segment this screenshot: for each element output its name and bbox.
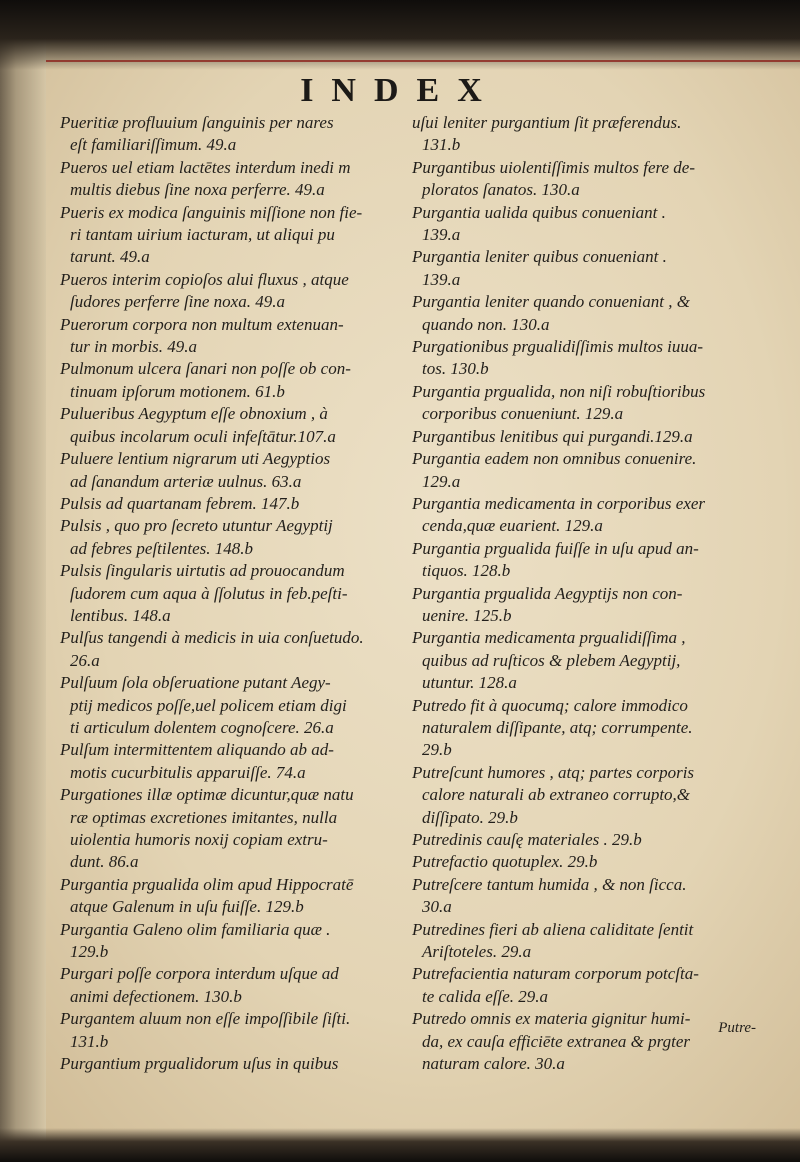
index-entry-line: Purgantium prgualidorum uſus in quibus xyxy=(60,1054,339,1074)
index-entry-line: 30.a xyxy=(422,897,452,917)
index-entry-line: Pulſus tangendi à medicis in uia conſuetudo. xyxy=(60,628,364,648)
index-entry xyxy=(60,1008,384,1053)
index-entry xyxy=(412,538,768,583)
index-entry xyxy=(412,583,768,628)
index-entry xyxy=(60,919,384,964)
index-entry-line: Putrefactio quotuplex. 29.b xyxy=(412,852,598,872)
index-entry-line: Pulmonum ulcera ſanari non poſſe ob con- xyxy=(60,359,351,379)
index-entry-line: Purgantia medicamenta prgualidiſſima , xyxy=(412,628,686,648)
index-entry xyxy=(60,515,384,560)
index-entry-line: Pulſuum ſola obſeruatione putant Aegy- xyxy=(60,673,331,693)
index-entry-line: da, ex cauſa efficiēte extranea & prgter xyxy=(422,1031,690,1051)
index-entry-line: Purgantia leniter quibus conueniant . xyxy=(412,247,667,267)
index-entry xyxy=(412,291,768,336)
index-entry-line: 129.a xyxy=(422,471,461,491)
index-entry-line: uiolentia humoris noxij copiam extru- xyxy=(70,830,328,849)
index-entry-line: Purgantia leniter quando conueniant , & xyxy=(412,292,690,312)
index-entry-line: Putrefacientia naturam corporum potcſta- xyxy=(412,964,699,984)
index-entry xyxy=(412,336,768,381)
index-entry xyxy=(60,627,384,672)
index-entry xyxy=(412,1008,768,1075)
index-entry xyxy=(412,919,768,964)
index-entry-line: Purgantia prgualida Aegyptijs non con- xyxy=(412,583,683,603)
index-entry xyxy=(412,874,768,919)
index-entry xyxy=(412,112,768,157)
index-entry-line: atque Galenum in uſu fuiſſe. 129.b xyxy=(70,897,304,917)
index-entry-line: Ariſtoteles. 29.a xyxy=(422,942,532,962)
index-entry-line: 29.b xyxy=(422,740,452,760)
index-entry-line: naturam calore. 30.a xyxy=(422,1054,565,1074)
index-entry-line: cenda,quæ euarient. 129.a xyxy=(422,516,603,536)
index-entry xyxy=(412,963,768,1008)
index-entry-line: corporibus conueniunt. 129.a xyxy=(422,404,624,424)
index-entry-line: motis cucurbitulis apparuiſſe. 74.a xyxy=(70,762,306,782)
index-entry-line: tinuam ipſorum motionem. 61.b xyxy=(70,381,285,401)
index-entry-line: ri tantam uirium iacturam, ut aliqui pu xyxy=(70,225,335,245)
index-entry-line: ti articulum dolentem cognoſcere. 26.a xyxy=(70,717,334,737)
index-entry-line: Pulsis ſingularis uirtutis ad prouocandum xyxy=(60,561,345,581)
index-entry xyxy=(60,358,384,403)
index-entry-line: Purgantia eadem non omnibus conuenire. xyxy=(412,449,697,469)
index-entry-line: Purgationes illæ optimæ dicuntur,quæ natu xyxy=(60,785,354,805)
index-entry-line: diſſipato. 29.b xyxy=(422,807,518,827)
index-entry-line: Putreſcere tantum humida , & non ſicca. xyxy=(412,874,687,894)
index-entry-line: ſudorem cum aqua à ſſolutus in feb.peſti- xyxy=(70,583,348,603)
index-entry-line: quando non. 130.a xyxy=(422,314,550,334)
index-entry-line: ad febres peſtilentes. 148.b xyxy=(70,538,254,558)
catchword: Putre- xyxy=(718,1020,756,1036)
index-entry-line: calore naturali ab extraneo corrupto,& xyxy=(422,785,691,805)
index-entry-line: tiquos. 128.b xyxy=(422,561,511,581)
index-column-left xyxy=(60,112,384,1075)
index-entry-line: 26.a xyxy=(70,650,100,670)
index-entry-line: Putredinis cauſę materiales . 29.b xyxy=(412,830,642,849)
index-entry xyxy=(60,314,384,359)
index-entry xyxy=(60,202,384,269)
index-entry-line: utuntur. 128.a xyxy=(422,673,517,693)
index-entry-line: Puluere lentium nigrarum uti Aegyptios xyxy=(60,449,331,469)
index-entry-line: Purgantia Galeno olim familiaria quæ . xyxy=(60,919,331,939)
index-entry-line: Purgantibus lenitibus qui purgandi.129.a xyxy=(412,426,693,446)
index-entry xyxy=(60,784,384,874)
index-entry xyxy=(412,851,768,873)
index-entry xyxy=(412,202,768,247)
page-header: INDEX xyxy=(300,72,500,109)
index-entry-line: 129.b xyxy=(70,942,109,962)
index-entry-line: Putredo omnis ex materia gignitur humi- xyxy=(412,1009,691,1029)
index-entry-line: Pueris ex modica ſanguinis miſſione non fie- xyxy=(60,202,363,222)
index-entry xyxy=(60,269,384,314)
index-entry-line: ploratos ſanatos. 130.a xyxy=(422,180,580,200)
bottom-shadow xyxy=(0,1128,800,1162)
index-entry xyxy=(412,829,768,851)
index-entry-line: Pueritiæ profluuium ſanguinis per nares xyxy=(60,113,334,132)
index-entry-line: Putreſcunt humores , atq; partes corporis xyxy=(412,762,695,782)
index-entry xyxy=(412,426,768,448)
index-entry-line: 131.b xyxy=(70,1031,109,1051)
header-rule xyxy=(46,60,800,62)
index-entry-line: Puerorum corpora non multum extenuan- xyxy=(60,314,344,334)
index-entry-line: Purgantia prgualida fuiſſe in uſu apud an- xyxy=(412,538,699,558)
index-entry xyxy=(60,739,384,784)
index-entry-line: Pulſum intermittentem aliquando ab ad- xyxy=(60,740,334,760)
index-entry xyxy=(412,448,768,493)
index-entry xyxy=(412,762,768,829)
index-entry-line: ptij medicos poſſe,uel policem etiam digi xyxy=(70,695,347,715)
index-entry xyxy=(412,493,768,538)
index-entry-line: ræ optimas excretiones imitantes, nulla xyxy=(70,807,338,827)
index-entry-line: Purgantia medicamenta in corporibus exer xyxy=(412,493,706,513)
index-entry xyxy=(60,157,384,202)
index-entry-line: Pueros uel etiam lactētes interdum inedi m xyxy=(60,157,351,177)
index-entry-line: animi defectionem. 130.b xyxy=(70,986,242,1006)
index-entry-line: naturalem diſſipante, atq; corrumpente. xyxy=(422,717,693,737)
index-entry-line: Pueros interim copioſos alui fluxus , atque xyxy=(60,269,349,289)
binding-gutter xyxy=(0,0,46,1162)
index-entry-line: tarunt. 49.a xyxy=(70,247,150,267)
index-entry xyxy=(60,963,384,1008)
index-entry xyxy=(412,246,768,291)
index-entry-line: uenire. 125.b xyxy=(422,605,512,625)
index-column-right xyxy=(412,112,768,1075)
index-entry-line: Purgantia prgualida olim apud Hippocratē xyxy=(60,874,354,894)
index-entry xyxy=(412,381,768,426)
index-entry-line: te calida eſſe. 29.a xyxy=(422,986,549,1006)
index-entry xyxy=(412,157,768,202)
index-entry-line: Pulueribus Aegyptum eſſe obnoxium , à xyxy=(60,404,328,424)
index-entry-line: uſui leniter purgantium ſit præferendus. xyxy=(412,113,682,132)
index-entry xyxy=(60,672,384,739)
index-entry xyxy=(60,493,384,515)
index-entry-line: Pulsis ad quartanam febrem. 147.b xyxy=(60,493,300,513)
index-entry-line: Purgari poſſe corpora interdum uſque ad xyxy=(60,964,339,984)
index-entry-line: Putredines fieri ab aliena caliditate ſentit xyxy=(412,919,694,939)
index-entry-line: Purgantia prgualida, non niſi robuſtioribus xyxy=(412,381,706,401)
index-entry-line: lentibus. 148.a xyxy=(70,605,171,625)
index-entry xyxy=(60,874,384,919)
index-entry xyxy=(412,627,768,694)
index-entry-line: eſt familiariſſimum. 49.a xyxy=(70,135,237,155)
index-entry-line: ad ſanandum arteriæ uulnus. 63.a xyxy=(70,471,302,491)
index-entry-line: ſudores perferre ſine noxa. 49.a xyxy=(70,292,285,312)
index-entry xyxy=(60,403,384,448)
index-entry-line: Purgationibus prgualidiſſimis multos iuua- xyxy=(412,337,704,357)
index-entry-line: tur in morbis. 49.a xyxy=(70,337,198,357)
index-entry-line: quibus incolarum oculi infeſtātur.107.a xyxy=(70,426,336,446)
index-entry-line: 139.a xyxy=(422,225,461,245)
index-entry xyxy=(412,695,768,762)
index-entry-line: Putredo fit à quocumq; calore immodico xyxy=(412,695,688,715)
index-entry-line: quibus ad ruſticos & plebem Aegyptij, xyxy=(422,650,681,670)
index-entry-line: dunt. 86.a xyxy=(70,852,139,872)
index-entry-line: 139.a xyxy=(422,269,461,289)
index-entry xyxy=(60,560,384,627)
index-entry-line: multis diebus ſine noxa perferre. 49.a xyxy=(70,180,325,200)
index-entry xyxy=(60,448,384,493)
index-entry-line: Purgantem aluum non eſſe impoſſibile ſiſti. xyxy=(60,1009,351,1029)
index-entry-line: 131.b xyxy=(422,135,461,155)
index-entry xyxy=(60,112,384,157)
index-entry-line: Purgantia ualida quibus conueniant . xyxy=(412,202,666,222)
index-entry-line: Pulsis , quo pro ſecreto utuntur Aegyptij xyxy=(60,516,333,536)
index-entry-line: tos. 130.b xyxy=(422,359,489,379)
index-entry-line: Purgantibus uiolentiſſimis multos fere de- xyxy=(412,157,695,177)
index-entry xyxy=(60,1053,384,1075)
